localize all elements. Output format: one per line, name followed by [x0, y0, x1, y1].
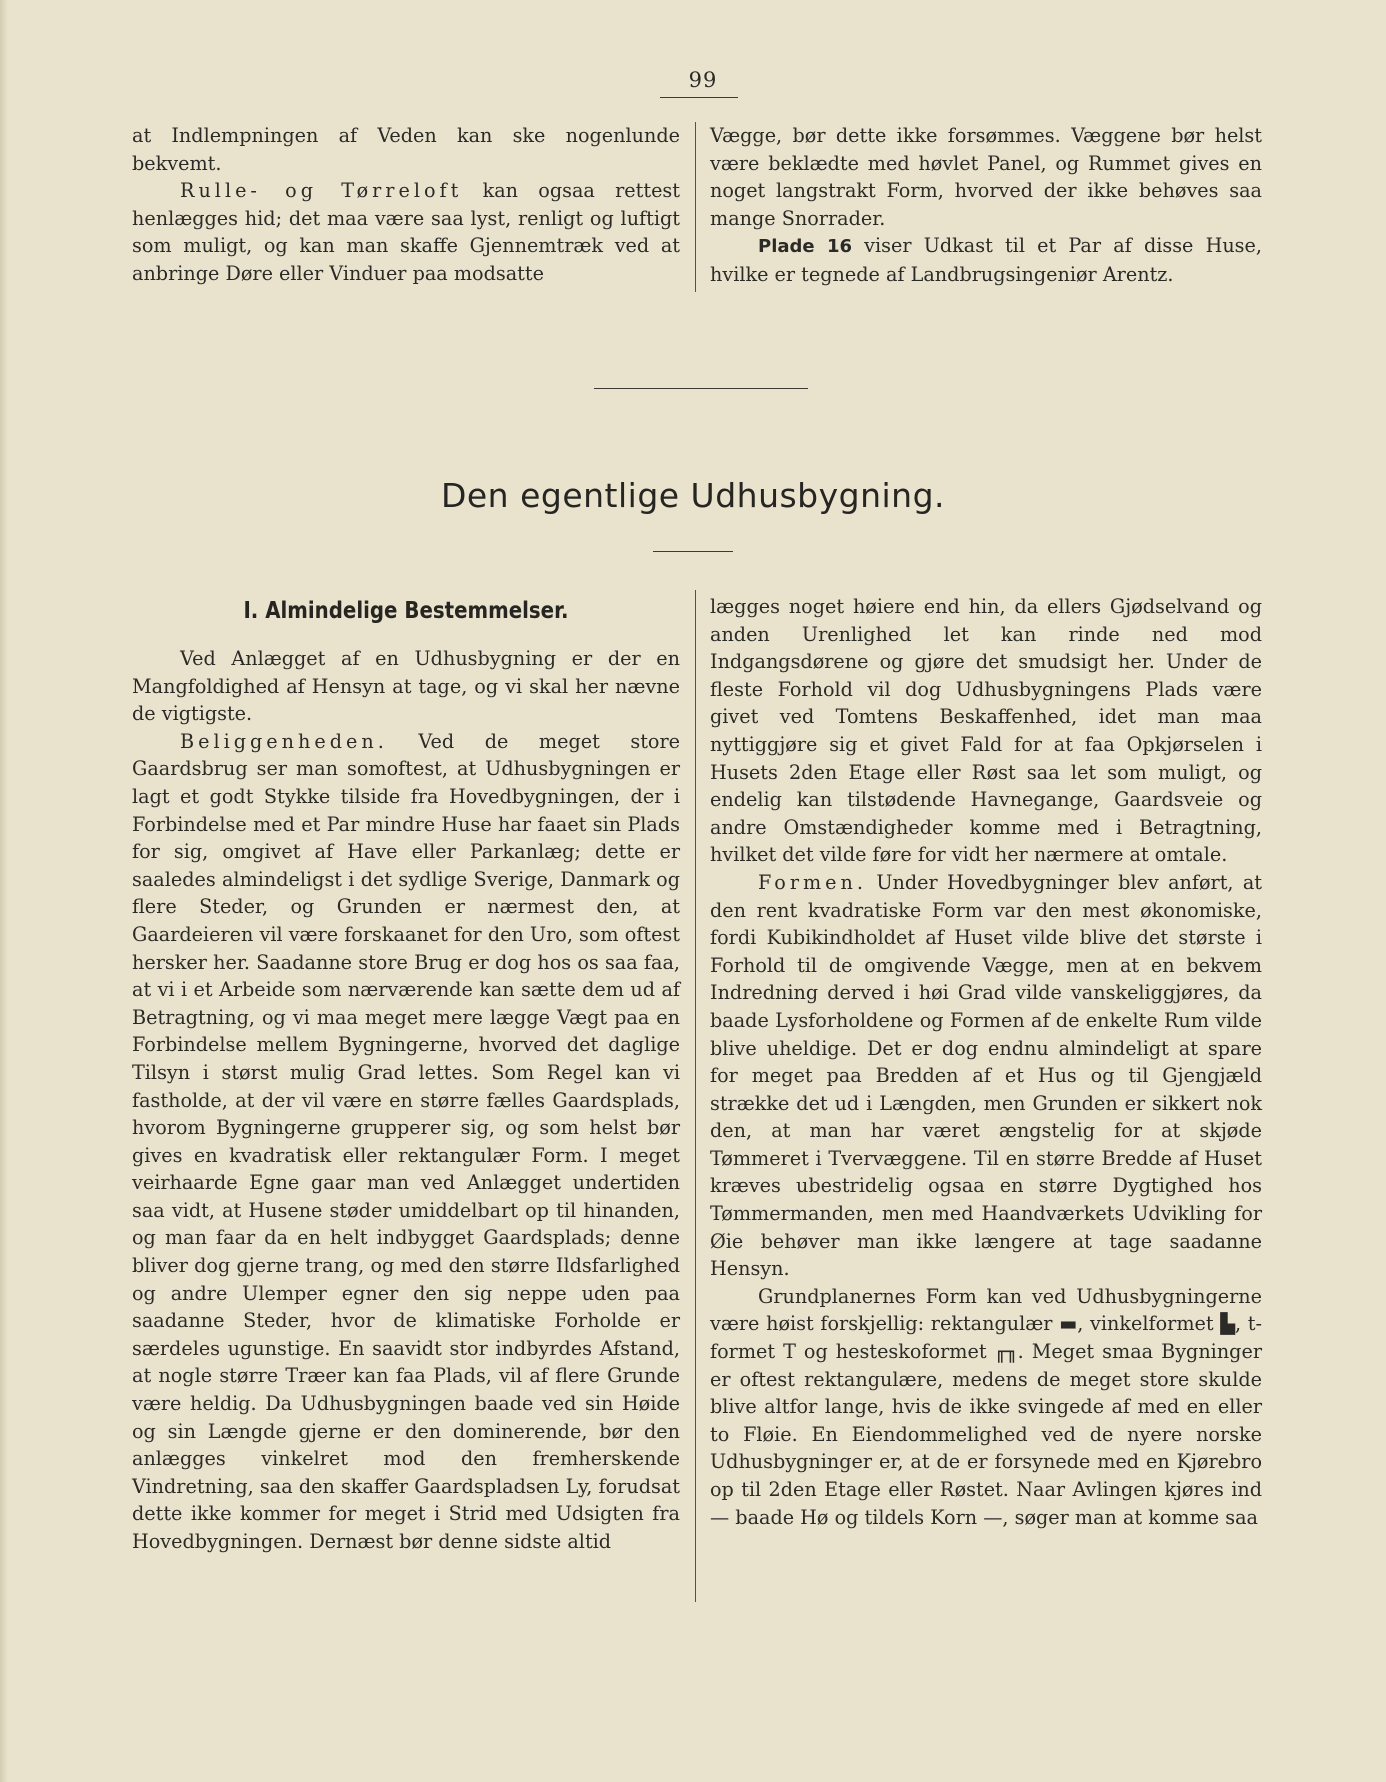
title-rule: [653, 551, 733, 552]
page-edge: [0, 0, 8, 1782]
bottom-left-column: [132, 645, 680, 1556]
paragraph: Rulle- og Tørreloft kan ogsaa rettest henlægges hid; det maa være saa lyst, renligt og luftigt som muligt, og kan man skaffe Gjennemtræk ved at anbringe Døre eller Vinduer paa modsatte: [132, 179, 680, 285]
plate-reference: Plade 16: [758, 236, 852, 258]
section-rule: [594, 388, 808, 389]
spaced-lead: Beliggenheden.: [180, 729, 388, 753]
paragraph: Beliggenheden. Ved de meget store Gaardsbrug ser man somoftest, at Udhusbygningen er lagt et godt Stykke tilside fra Hovedbygningen, der i Forbindelse med et Par mindre Huse har faaet sin Plads for sig, omgivet af Have eller Parkanlæg; dette er saaledes almindeligst i det sydlige Sverige, Danmark og flere Steder, og Grunden er nærmest den, at Gaardeieren vil være forskaanet for den Uro, som oftest hersker her. Saadanne store Brug er dog hos os saa faa, at vi i et Arbeide som nærværende kan sætte dem ud af Betragtning, og vi maa meget mere lægge Vægt paa en Forbindelse mellem Bygningerne, hvorved det daglige Tilsyn i størst mulig Grad lettes. Som Regel kan vi fastholde, at der vil være en større fælles Gaardsplads, hvorom Bygningerne grupperer sig, og som helst bør gives en kvadratisk eller rektangulær Form. I meget veirhaarde Egne gaar man ved Anlægget undertiden saa vidt, at Husene støder umiddelbart op til hinanden, og man faar da en helt indbygget Gaardsplads; denne bliver dog gjerne trang, og med den større Ildsfarlighed og andre Ulemper egner den sig neppe uden paa saadanne Steder, hvor de klimatiske Forholde er særdeles ugunstige. En saavidt stor indbyrdes Afstand, at nogle større Træer kan faa Plads, vil af flere Grunde være heldig. Da Udhusbygningen baade ved sin Høide og sin Længde gjerne er den dominerende, bør den anlægges vinkelret mod den fremherskende Vindretning, saa den skaffer Gaardspladsen Ly, forudsat dette ikke kommer for meget i Strid med Udsigten fra Hovedbygningen. Dernæst bør denne sidste altid: [132, 729, 680, 1553]
bottom-right-column: [710, 593, 1262, 1531]
paragraph: Plade 16 viser Udkast til et Par af disse Huse, hvilke er tegnede af Landbrugsingeniør Arentz.: [710, 234, 1262, 286]
section-title: I. Almindelige Bestemmelser.: [243, 598, 569, 624]
column-divider: [695, 590, 696, 1602]
top-right-column: [710, 122, 1262, 289]
top-left-column: [132, 122, 680, 288]
spaced-lead: Formen.: [758, 870, 867, 894]
paragraph: Formen. Under Hovedbygninger blev anført, at den rent kvadratiske Form var den mest økonomiske, fordi Kubikindholdet af Huset vilde blive det største i Forhold til de omgivende Vægge, men at en bekvem Indredning derved i høi Grad vilde vanskeliggjøres, da baade Lysforholdene og Formen af de enkelte Rum vilde blive uheldige. Det er dog endnu almindeligt at spare for meget paa Bredden af et Hus og til Gjengjæld strække det ud i Længden, men Grunden er sikkert nok den, at man har været ængstelig for at skjøde Tømmeret i Tvervæggene. Til en større Bredde af Huset kræves ubestridelig ogsaa en større Dygtighed hos Tømmermanden, men med Haandværkets Udvikling for Øie behøver man ikke længere at tage saadanne Hensyn.: [710, 870, 1262, 1281]
paragraph: Ved Anlægget af en Udhusbygning er der en Mangfoldighed af Hensyn at tage, og vi skal her nævne de vigtigste.: [132, 647, 680, 726]
spaced-lead: Rulle- og Tørreloft: [180, 179, 463, 203]
paragraph: Vægge, bør dette ikke forsømmes. Væggene bør helst være beklædte med høvlet Panel, og Rummet gives en noget langstrakt Form, hvorved der ikke behøves saa mange Snorrader.: [710, 124, 1262, 230]
paragraph: Grundplanernes Form kan ved Udhusbygningerne være høist forskjellig: rektangulær ▬, vinkelformet ▙, t-formet T og hesteskoformet ╓╖. Meget smaa Bygninger er oftest rektangulære, medens de meget store skulde blive altfor lange, hvis de ikke svingede af med en eller to Fløie. En Eiendommelighed ved de nyere norske Udhusbygninger er, at de er forsynede med en Kjørebro op til 2den Etage eller Røstet. Naar Avlingen kjøres ind — baade Hø og tildels Korn —, søger man at komme saa: [710, 1284, 1262, 1529]
page-number-rule: [660, 97, 738, 98]
page-number: 99: [688, 68, 718, 92]
paragraph: at Indlempningen af Veden kan ske nogenlunde bekvemt.: [132, 124, 680, 175]
column-divider: [695, 122, 696, 292]
main-title: Den egentlige Udhusbygning.: [440, 476, 946, 515]
paragraph: lægges noget høiere end hin, da ellers Gjødselvand og anden Urenlighed let kan rinde ned mod Indgangsdørene og gjøre det smudsigt her. Under de fleste Forhold vil dog Udhusbygningens Plads være givet ved Tomtens Beskaffenhed, idet man maa nyttiggjøre sig et givet Fald for at faa Opkjørselen i Husets 2den Etage eller Røst saa let som muligt, og endelig kan tilstødende Havnegange, Gaardsveie og andre Omstændigheder komme med i Betragtning, hvilket det vilde føre for vidt her nærmere at omtale.: [710, 595, 1262, 867]
